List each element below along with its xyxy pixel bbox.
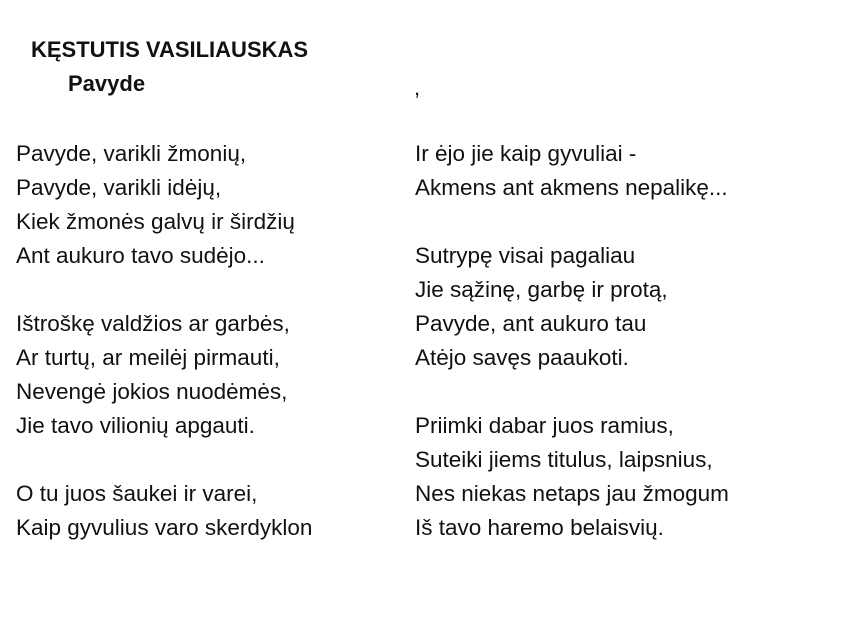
poem-line: Atėjo savęs paaukoti. (415, 345, 629, 370)
poem-line: Suteiki jiems titulus, laipsnius, (415, 447, 713, 472)
stanza-break (415, 205, 835, 239)
poem-line: Jie tavo vilionių apgauti. (16, 413, 255, 438)
poem-line: Akmens ant akmens nepalikę... (415, 175, 728, 200)
poem-line: Kiek žmonės galvų ir širdžių (16, 209, 295, 234)
poem-line: Ir ėjo jie kaip gyvuliai - (415, 141, 637, 166)
poem-line: Jie sąžinę, garbę ir protą, (415, 277, 668, 302)
author-name: KĘSTUTIS VASILIAUSKAS (31, 37, 309, 62)
poem-line: Iš tavo haremo belaisvių. (415, 515, 664, 540)
poem-line: Pavyde, varikli idėjų, (16, 175, 222, 200)
poem-column-right (415, 137, 835, 545)
stanza-break (415, 375, 835, 409)
poem-line: Ant aukuro tavo sudėjo... (16, 243, 265, 268)
poem-line: O tu juos šaukei ir varei, (16, 481, 258, 506)
poem-line: Pavyde, varikli žmonių, (16, 141, 247, 166)
poem-line: Priimki dabar juos ramius, (415, 413, 674, 438)
stanza-break (16, 443, 436, 477)
poem-line: Ar turtų, ar meilėj pirmauti, (16, 345, 280, 370)
poem-line: Ištroškę valdžios ar garbės, (16, 311, 290, 336)
poem-line: Nevengė jokios nuodėmės, (16, 379, 288, 404)
poem-line: Pavyde, ant aukuro tau (415, 311, 647, 336)
poem-line: Nes niekas netaps jau žmogum (415, 481, 729, 506)
stray-comma: , (414, 75, 421, 100)
poem-line: Kaip gyvulius varo skerdyklon (16, 515, 313, 540)
poem-title: Pavyde (68, 71, 146, 96)
poem-line: Sutrypę visai pagaliau (415, 243, 636, 268)
poem-column-left (16, 137, 436, 545)
stanza-break (16, 273, 436, 307)
